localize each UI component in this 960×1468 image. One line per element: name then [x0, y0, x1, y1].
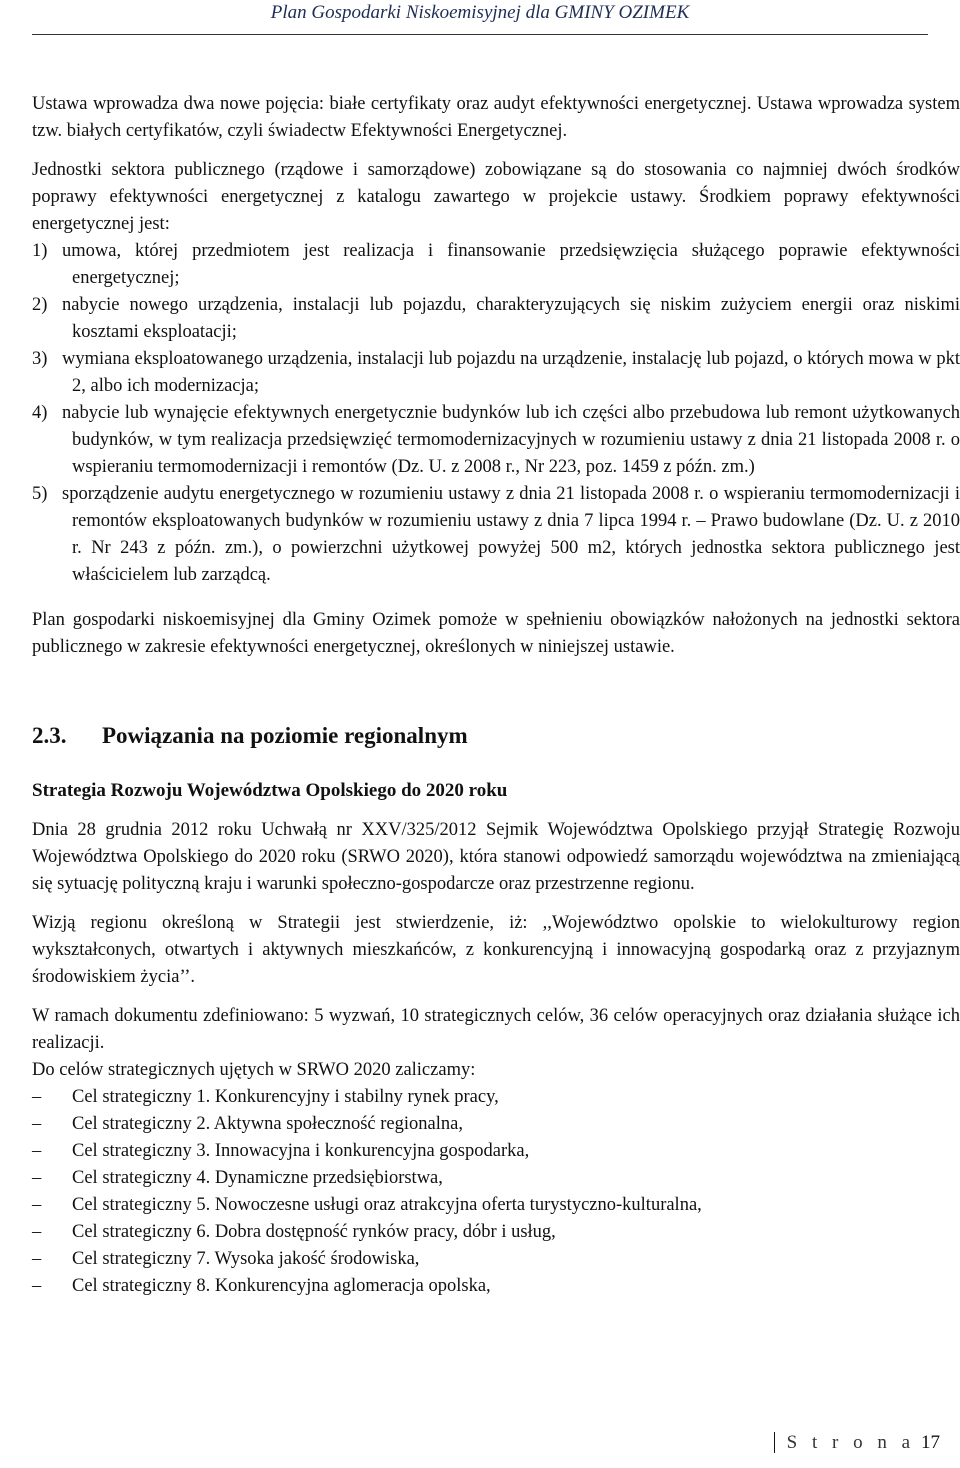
list-item: 5) sporządzenie audytu energetycznego w rozumieniu ustawy z dnia 21 listopada 2008 r. o wspieraniu termomodernizacji i remontów eksploatowanych budynków w rozumieniu ustawy z dnia 7 lipca 1994 r. – Prawo budowlane (Dz. U. z 2010 r. Nr 243 z późn. zm.), o powierzchni użytkowej powyżej 500 m2, których jednostka sektora publicznego jest właścicielem lub zarządcą. [32, 484, 960, 585]
list-item: – Cel strategiczny 8. Konkurencyjna aglomeracja opolska, [32, 1276, 491, 1296]
paragraph-public-sector: Jednostki sektora publicznego (rządowe i samorządowe) zobowiązane są do stosowania co najmniej dwóch środków poprawy efektywności energetycznej z katalogu zawartego w projekcie ustawy. Środkiem poprawy efektywności energetycznej jest: [32, 160, 960, 234]
list-item: – Cel strategiczny 7. Wysoka jakość środowiska, [32, 1249, 420, 1269]
list-item: – Cel strategiczny 2. Aktywna społeczność regionalna, [32, 1114, 463, 1134]
list-item: – Cel strategiczny 1. Konkurencyjny i stabilny rynek pracy, [32, 1087, 499, 1107]
list-item: – Cel strategiczny 6. Dobra dostępność rynków pracy, dóbr i usług, [32, 1222, 556, 1242]
subsection-heading: Strategia Rozwoju Województwa Opolskiego do 2020 roku [32, 780, 508, 801]
list-item: – Cel strategiczny 5. Nowoczesne usługi oraz atrakcyjna oferta turystyczno-kulturalna, [32, 1195, 702, 1215]
list-item: 4) nabycie lub wynajęcie efektywnych energetycznie budynków lub ich części albo przebudowa lub remont użytkowanych budynków, w tym realizacja przedsięwzięć termomodernizacyjnych w rozumieniu ustawy z dnia 21 listopada 2008 r. o wspieraniu termomodernizacji i remontów (Dz. U. z 2008 r., Nr 223, poz. 1459 z późn. zm.) [32, 403, 960, 477]
page-number: 17 [921, 1432, 940, 1453]
paragraph-goals-intro: Do celów strategicznych ujętych w SRWO 2020 zaliczamy: [32, 1060, 476, 1080]
paragraph-region-vision: Wizją regionu określoną w Strategii jest stwierdzenie, iż: ,,Województwo opolskie to wielokulturowy region wykształconych, otwartych i aktywnych mieszkańców, z konkurencyjną i innowacyjną gospodarką oraz z przyjaznym środowiskiem życia’’. [32, 913, 960, 987]
page-footer [774, 1432, 940, 1454]
running-header: Plan Gospodarki Niskoemisyjnej dla GMINY OZIMEK [270, 2, 690, 23]
section-title: Powiązania na poziomie regionalnym [102, 723, 468, 748]
strategic-goals-list [32, 1084, 960, 1300]
list-item: – Cel strategiczny 3. Innowacyjna i konkurencyjna gospodarka, [32, 1141, 530, 1161]
page-label: S t r o n a [786, 1432, 915, 1453]
paragraph-plan-support: Plan gospodarki niskoemisyjnej dla Gminy Ozimek pomoże w spełnieniu obowiązków nałożonych na jednostki sektora publicznego w zakresie efektywności energetycznej, określonych w niniejszej ustawie. [32, 610, 960, 657]
list-item: 3) wymiana eksploatowanego urządzenia, instalacji lub pojazdu na urządzenie, instalację lub pojazd, o których mowa w pkt 2, albo ich modernizacja; [32, 349, 960, 396]
list-item: 2) nabycie nowego urządzenia, instalacji lub pojazdu, charakteryzujących się niskim zużyciem energii oraz niskimi kosztami eksploatacji; [32, 295, 960, 342]
section-number: 2.3. [32, 723, 67, 748]
efficiency-measures-list [32, 238, 960, 589]
paragraph-strategy-adoption: Dnia 28 grudnia 2012 roku Uchwałą nr XXV/325/2012 Sejmik Województwa Opolskiego przyjął Strategię Rozwoju Województwa Opolskiego do 2020 roku (SRWO 2020), która stanowi odpowiedź samorządu województwa na zmieniającą się sytuację polityczną kraju i warunki społeczno-gospodarcze oraz przestrzenne regionu. [32, 820, 960, 894]
paragraph-white-certificates: Ustawa wprowadza dwa nowe pojęcia: białe certyfikaty oraz audyt efektywności energetycznej. Ustawa wprowadza system tzw. białych certyfikatów, czyli świadectw Efektywności Energetycznej. [32, 94, 960, 141]
paragraph-document-scope: W ramach dokumentu zdefiniowano: 5 wyzwań, 10 strategicznych celów, 36 celów operacyjnych oraz działania służące ich realizacji. [32, 1006, 960, 1053]
page-content [32, 91, 960, 1300]
list-item: – Cel strategiczny 4. Dynamiczne przedsiębiorstwa, [32, 1168, 443, 1188]
section-heading [32, 721, 960, 751]
header-rule [32, 34, 928, 35]
list-item: 1) umowa, której przedmiotem jest realizacja i finansowanie przedsięwzięcia służącego poprawie efektywności energetycznej; [32, 241, 960, 288]
